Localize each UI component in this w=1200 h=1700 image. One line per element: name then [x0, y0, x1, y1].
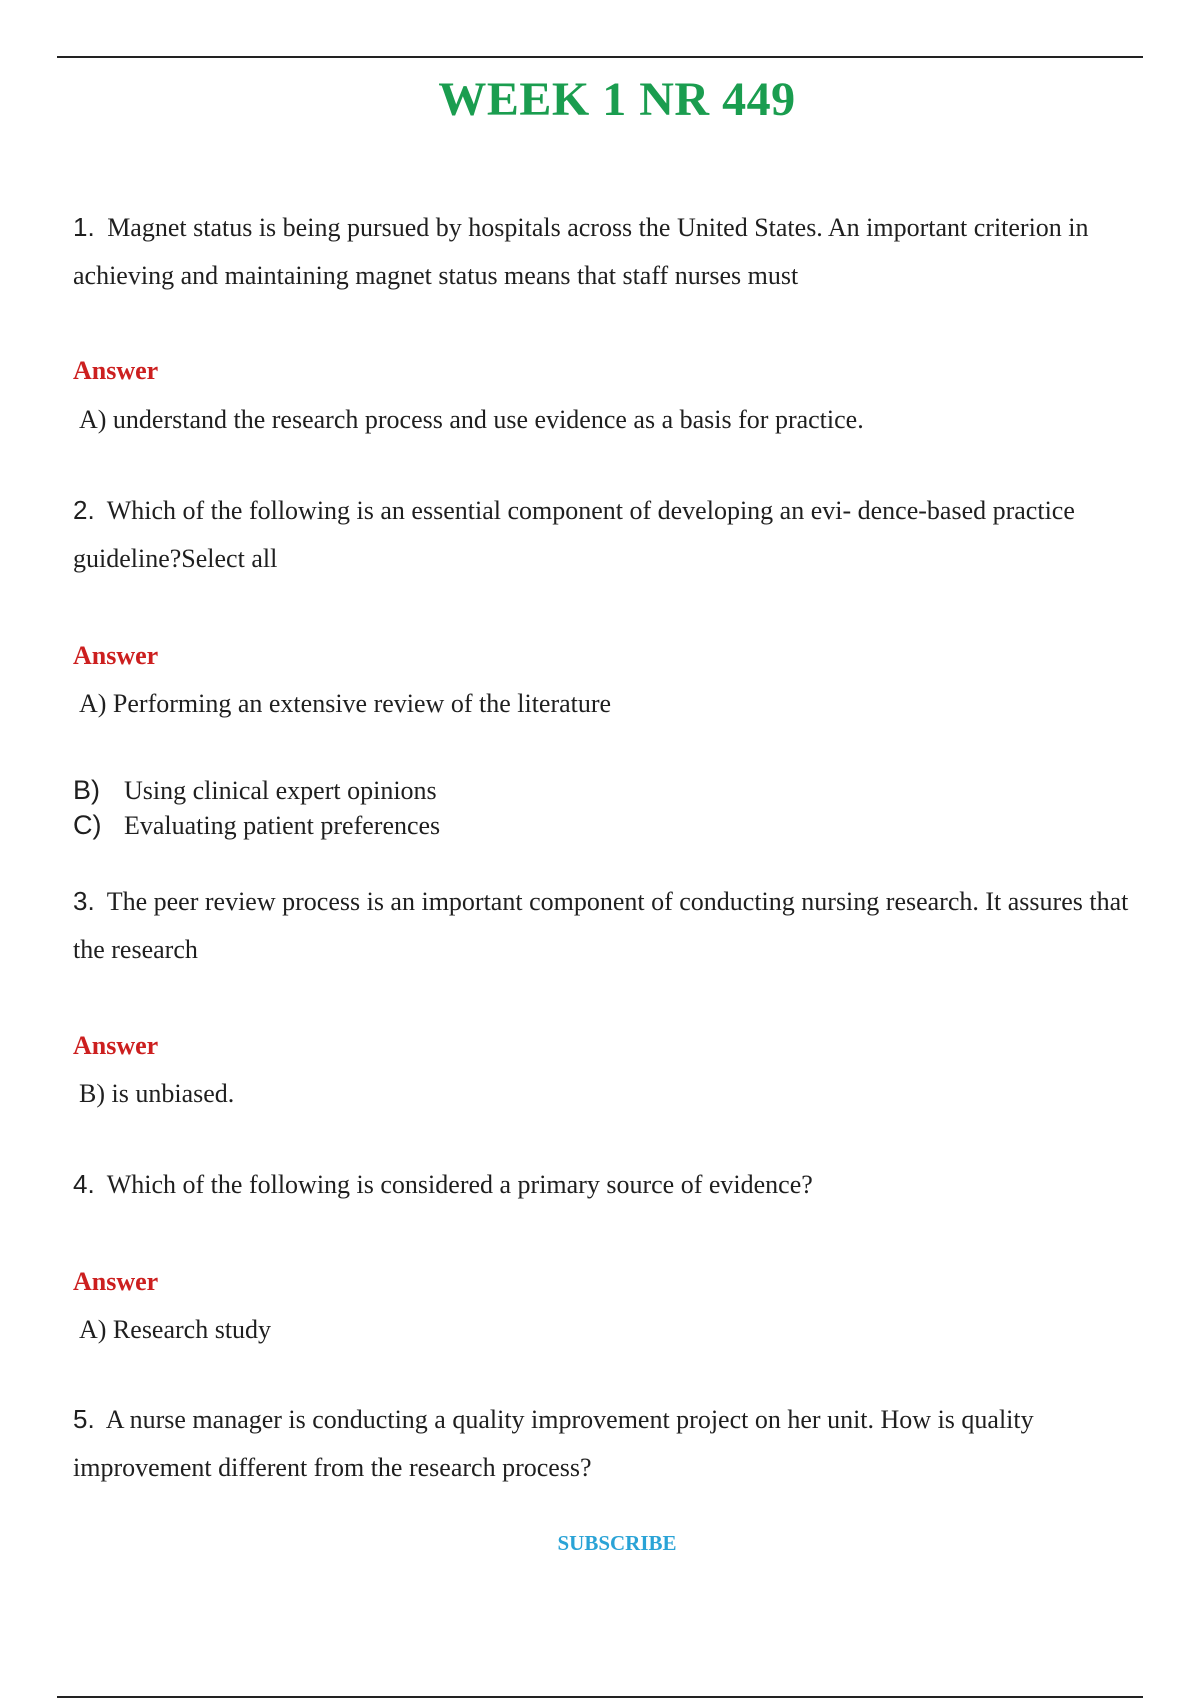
question-4 [73, 1160, 1133, 1209]
answer-label: Answer [73, 1267, 159, 1296]
top-divider [57, 56, 1143, 58]
answer-text: A) Performing an extensive review of the literature [79, 689, 612, 718]
option-c [73, 810, 440, 841]
answer-text: A) understand the research process and use evidence as a basis for practice. [79, 405, 864, 434]
question-number: 2. [73, 495, 95, 525]
answer-label: Answer [73, 1031, 159, 1060]
option-text: Using clinical expert opinions [124, 776, 437, 805]
option-b [73, 775, 437, 806]
question-2 [73, 486, 1133, 583]
option-letter: C) [73, 810, 102, 840]
question-text: A nurse manager is conducting a quality improvement project on her unit. How is quality improvement different from the research process? [73, 1405, 1034, 1482]
question-text: Which of the following is an essential component of developing an evi- dence-based practice guideline?Select all [73, 496, 1075, 573]
answer-label: Answer [73, 641, 159, 670]
option-text: Evaluating patient preferences [124, 811, 441, 840]
question-number: 3. [73, 886, 95, 916]
option-letter: B) [73, 775, 100, 805]
question-3 [73, 877, 1133, 974]
question-text: Which of the following is considered a primary source of evidence? [106, 1170, 813, 1199]
answer-text: A) Research study [79, 1315, 272, 1344]
page-title: WEEK 1 NR 449 [438, 73, 796, 126]
question-1 [73, 203, 1133, 300]
question-number: 5. [73, 1404, 95, 1434]
answer-label: Answer [73, 356, 159, 385]
question-5 [73, 1395, 1133, 1492]
subscribe-link[interactable]: SUBSCRIBE [557, 1531, 677, 1555]
question-number: 4. [73, 1169, 95, 1199]
answer-text: B) is unbiased. [79, 1079, 235, 1108]
question-text: Magnet status is being pursued by hospitals across the United States. An important criterion in achieving and maintaining magnet status means that staff nurses must [73, 213, 1089, 290]
question-text: The peer review process is an important component of conducting nursing research. It assures that the research [73, 887, 1129, 964]
bottom-divider [57, 1696, 1143, 1698]
question-number: 1. [73, 212, 95, 242]
